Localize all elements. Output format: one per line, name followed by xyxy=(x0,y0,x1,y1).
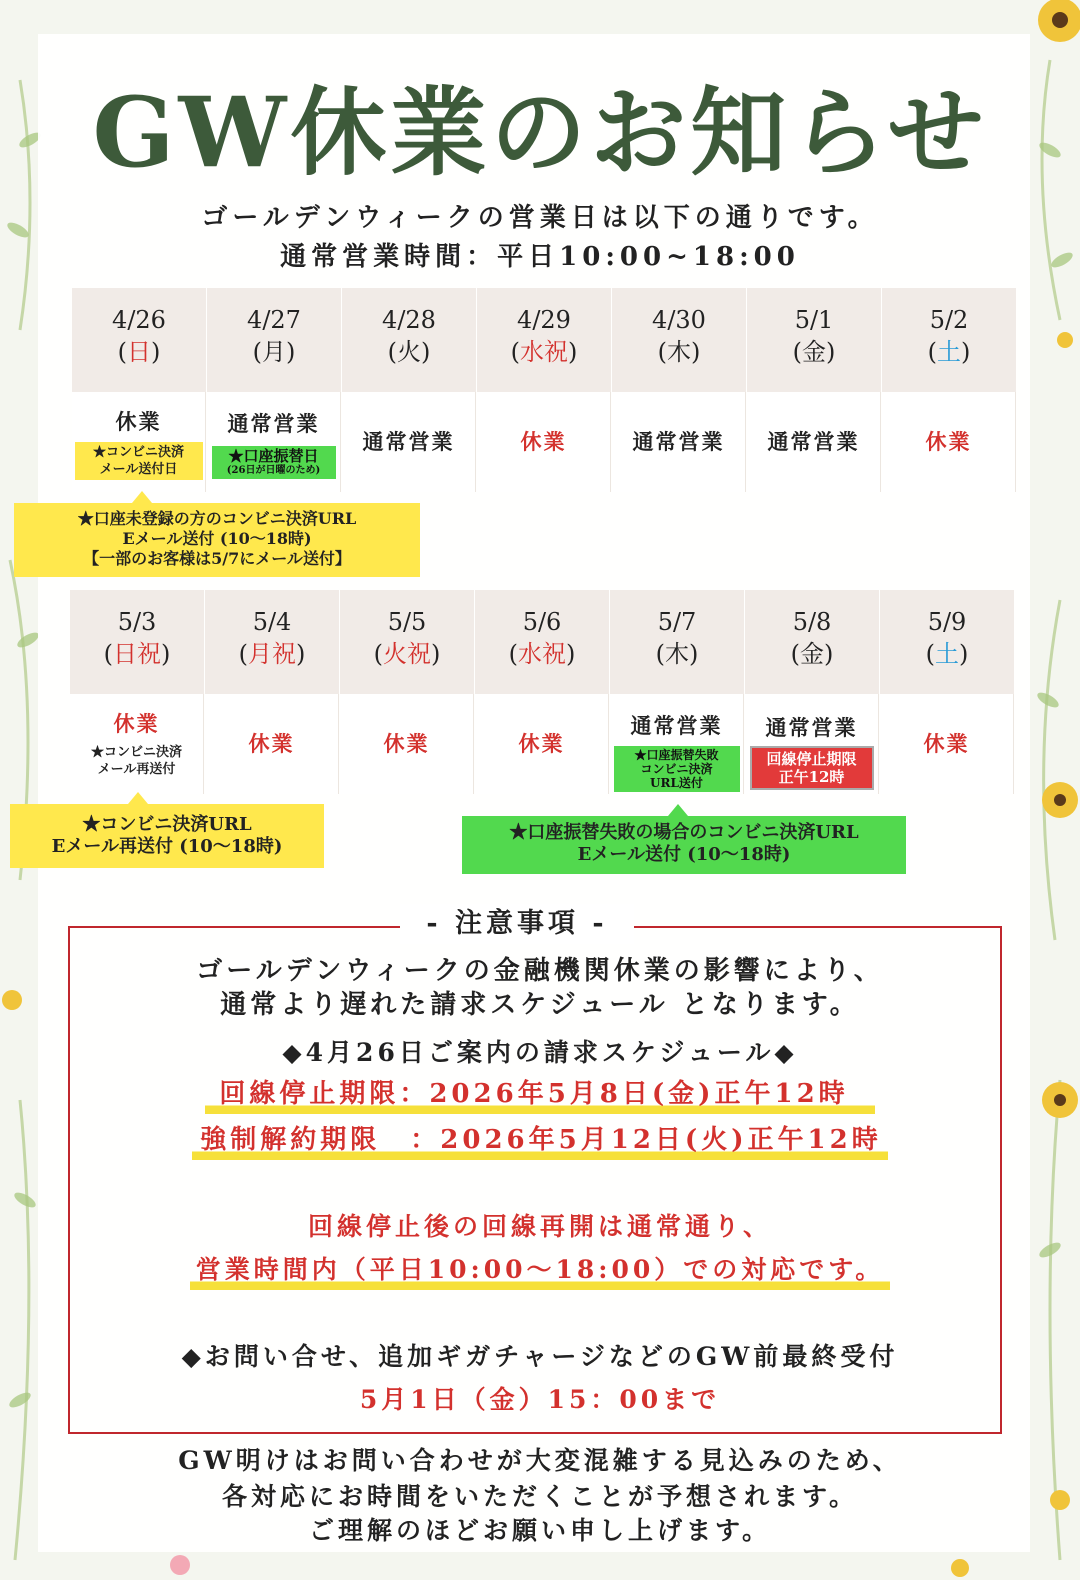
day-status: 休業 xyxy=(115,409,162,434)
day-date: 4/30 xyxy=(652,306,706,334)
day-cell xyxy=(612,288,746,492)
day-cell xyxy=(70,590,204,794)
day-date: 5/7 xyxy=(657,608,697,636)
day-status: 通常営業 xyxy=(632,429,725,454)
day-date: 5/4 xyxy=(252,608,292,636)
callout-line: ★コンビニ決済URL xyxy=(82,814,252,835)
tag-sub: (26日が日曜のため) xyxy=(226,465,321,476)
footer-text: 各対応にお時間をいただくことが予想されます。 xyxy=(221,1482,858,1511)
paren: ( xyxy=(655,640,665,668)
day-of-week: 日祝 xyxy=(113,640,161,668)
tag-line: URL送付 xyxy=(650,776,703,790)
tag-line: 正午12時 xyxy=(778,768,845,786)
day-of-week: 火祝 xyxy=(383,640,431,668)
day-cell xyxy=(747,288,881,492)
paren: ( xyxy=(508,640,518,668)
day-cell xyxy=(745,590,879,794)
day-of-week: 木 xyxy=(667,338,691,366)
paren: ( xyxy=(510,338,520,366)
page-title: GW休業のお知らせ xyxy=(92,76,988,189)
note-line: ★コンビニ決済 xyxy=(90,745,183,760)
day-date: 4/29 xyxy=(517,306,571,334)
convenience-mail-tag: ★コンビニ決済 メール送付日 xyxy=(75,442,203,480)
day-status: 通常営業 xyxy=(765,715,858,740)
day-date: 5/6 xyxy=(522,608,562,636)
reopen-text: 回線停止後の回線再開は通常通り、 xyxy=(307,1212,772,1241)
paren: ) xyxy=(689,640,699,668)
day-cell xyxy=(880,590,1014,794)
cancellation-deadline: 強制解約期限 ：2026年5月12日(火)正午12時 xyxy=(192,1122,887,1160)
day-status: 休業 xyxy=(925,429,972,454)
day-date: 5/1 xyxy=(794,306,834,334)
callout-line: Eメール送付 (10〜18時) xyxy=(122,529,312,548)
suspension-deadline-tag xyxy=(750,746,874,790)
business-hours: 通常営業時間：平日10:00~18:00 xyxy=(280,242,800,272)
paren: ) xyxy=(824,640,834,668)
paren: ) xyxy=(161,640,171,668)
paren: ( xyxy=(387,338,397,366)
paren: ) xyxy=(826,338,836,366)
day-status: 休業 xyxy=(113,711,160,736)
day-of-week: 水祝 xyxy=(518,640,566,668)
tag-line: コンビニ決済 xyxy=(640,762,713,776)
inquiry-deadline: 5月1日（金）15：00まで xyxy=(359,1385,721,1414)
tag-main: ★口座振替日 xyxy=(228,447,319,465)
day-cell xyxy=(207,288,341,492)
calendar-week-2 xyxy=(70,590,1015,794)
paren: ) xyxy=(691,338,701,366)
day-date: 5/3 xyxy=(117,608,157,636)
callout-line: Eメール送付 (10〜18時) xyxy=(577,844,791,865)
notice-text: ゴールデンウィークの金融機関休業の影響により、 xyxy=(196,956,884,986)
paren: ( xyxy=(103,640,113,668)
day-date: 4/28 xyxy=(382,306,436,334)
day-cell xyxy=(205,590,339,794)
day-of-week: 月 xyxy=(262,338,286,366)
day-status: 休業 xyxy=(383,731,430,756)
tag-line: 回線停止期限 xyxy=(766,750,857,768)
paren: ) xyxy=(959,640,969,668)
notice-title: - 注意事項 - xyxy=(400,904,634,944)
paren: ( xyxy=(790,640,800,668)
day-of-week: 木 xyxy=(665,640,689,668)
convenience-resend-callout xyxy=(10,804,324,868)
day-cell xyxy=(477,288,611,492)
paren: ( xyxy=(657,338,667,366)
paren: ( xyxy=(792,338,802,366)
deadline-row xyxy=(0,1076,1080,1114)
paren: ( xyxy=(252,338,262,366)
day-status: 通常営業 xyxy=(630,713,723,738)
day-date: 4/26 xyxy=(112,306,166,334)
intro-text: ゴールデンウィークの営業日は以下の通りです。 xyxy=(201,203,879,233)
inquiry-heading: ◆お問い合せ、追加ギガチャージなどのGW前最終受付 xyxy=(181,1342,899,1371)
day-cell xyxy=(342,288,476,492)
paren: ( xyxy=(373,640,383,668)
day-of-week: 土 xyxy=(937,338,961,366)
day-status: 通常営業 xyxy=(227,411,320,436)
day-status: 休業 xyxy=(248,731,295,756)
paren: ) xyxy=(286,338,296,366)
day-of-week: 月祝 xyxy=(248,640,296,668)
paren: ( xyxy=(117,338,127,366)
day-date: 5/8 xyxy=(792,608,832,636)
day-cell xyxy=(882,288,1016,492)
day-cell xyxy=(340,590,474,794)
day-of-week: 火 xyxy=(397,338,421,366)
note-line: メール再送付 xyxy=(97,762,176,777)
transfer-failure-callout xyxy=(462,816,906,874)
paren: ) xyxy=(566,640,576,668)
tag-line: ★口座振替失敗 xyxy=(634,748,719,762)
paren: ) xyxy=(431,640,441,668)
day-date: 5/2 xyxy=(929,306,969,334)
callout-line: 【一部のお客様は5/7にメール送付】 xyxy=(83,549,351,568)
notice-text: 通常より遅れた請求スケジュール となります。 xyxy=(220,990,860,1020)
reopen-hours: 営業時間内（平日10:00〜18:00）での対応です。 xyxy=(190,1252,891,1290)
paren: ( xyxy=(927,338,937,366)
callout-line: ★口座振替失敗の場合のコンビニ決済URL xyxy=(509,822,859,843)
day-status: 通常営業 xyxy=(362,429,455,454)
reopen-row xyxy=(0,1252,1080,1290)
footer-text: ご理解のほどお願い申し上げます。 xyxy=(308,1516,771,1545)
day-status: 休業 xyxy=(520,429,567,454)
day-of-week: 金 xyxy=(800,640,824,668)
deadline-row xyxy=(0,1122,1080,1160)
callout-line: Eメール再送付 (10〜18時) xyxy=(51,836,283,857)
paren: ) xyxy=(296,640,306,668)
resend-note xyxy=(87,742,186,780)
footer-text: GW明けはお問い合わせが大変混雑する見込みのため、 xyxy=(178,1446,902,1475)
schedule-heading: ◆4月26日ご案内の請求スケジュール◆ xyxy=(282,1038,798,1067)
paren: ) xyxy=(961,338,971,366)
paren: ) xyxy=(151,338,161,366)
day-status: 休業 xyxy=(923,731,970,756)
convenience-url-callout xyxy=(14,503,420,577)
day-cell xyxy=(610,590,744,794)
day-of-week: 水祝 xyxy=(520,338,568,366)
paren: ( xyxy=(925,640,935,668)
day-date: 5/5 xyxy=(387,608,427,636)
suspension-deadline: 回線停止期限：2026年5月8日(金)正午12時 xyxy=(205,1076,874,1114)
day-of-week: 土 xyxy=(935,640,959,668)
paren: ) xyxy=(421,338,431,366)
transfer-failure-tag xyxy=(614,746,740,792)
calendar-week-1 xyxy=(72,288,1017,492)
day-of-week: 金 xyxy=(802,338,826,366)
day-status: 休業 xyxy=(518,731,565,756)
day-date: 4/27 xyxy=(247,306,301,334)
day-status: 通常営業 xyxy=(767,429,860,454)
day-date: 5/9 xyxy=(927,608,967,636)
paren: ( xyxy=(238,640,248,668)
account-transfer-tag xyxy=(212,446,336,479)
paren: ) xyxy=(568,338,578,366)
day-cell xyxy=(72,288,206,492)
day-of-week: 日 xyxy=(127,338,151,366)
callout-line: ★口座未登録の方のコンビニ決済URL xyxy=(77,509,357,528)
day-cell xyxy=(475,590,609,794)
